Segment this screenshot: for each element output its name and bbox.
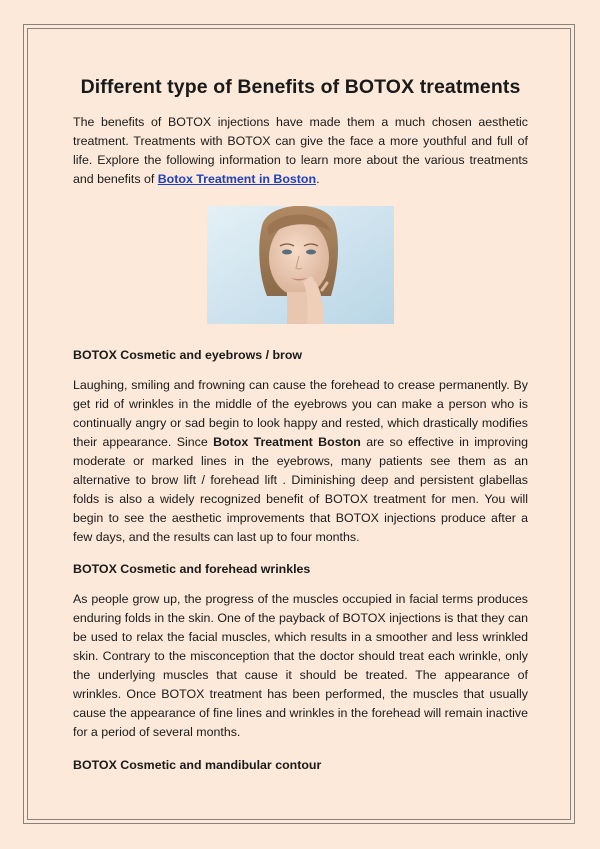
botox-treatment-boston-bold: Botox Treatment Boston [213, 435, 361, 449]
section-heading-forehead: BOTOX Cosmetic and forehead wrinkles [73, 562, 311, 576]
section-heading-eyebrows: BOTOX Cosmetic and eyebrows / brow [73, 348, 303, 362]
eyebrows-text: Laughing, smiling and frowning can cause the forehead to crease permanently. By get rid of wrinkles in the middle of the eyebrows you can make a person who is continually angry or sad begin to look happy and rested, which drastically modifies their appearance. Since [73, 378, 528, 449]
woman-face-photo [207, 206, 394, 324]
section-heading-mandibular: BOTOX Cosmetic and mandibular contour [73, 758, 322, 772]
intro-paragraph [73, 113, 528, 189]
section-paragraph-forehead: As people grow up, the progress of the muscles occupied in facial terms produces enduring folds in the skin. One of the payback of BOTOX injections is that they can be used to relax the facial muscles, which results in a smoother and less wrinkled skin. Contrary to the misconception that the doctor should treat each wrinkle, only the underlying muscles that cause it should be treated. The appearance of wrinkles. Once BOTOX treatment has been performed, the muscles that usually cause the appearance of fine lines and wrinkles in the forehead will remain inactive for a period of several months. [73, 592, 528, 739]
botox-boston-link[interactable]: Botox Treatment in Boston [157, 172, 317, 186]
woman-face-icon [207, 206, 394, 324]
page-title: Different type of Benefits of BOTOX treatments [80, 76, 521, 98]
intro-text: The benefits of BOTOX injections have made them a much chosen aesthetic treatment. Treatments with BOTOX can give the face a more youthful and full of life. Explore the following information to learn more about the various treatments and benefits of [73, 115, 528, 186]
intro-text-end: . [316, 172, 320, 186]
section-paragraph-eyebrows [73, 376, 528, 547]
document-body [73, 74, 528, 775]
eyebrows-text-end: are so effective in improving moderate or marked lines in the eyebrows, many patients see them as an alternative to brow lift / forehead lift . Diminishing deep and persistent glabellas folds is also a widely recognized benefit of BOTOX treatment for men. You will begin to see the aesthetic improvements that BOTOX injections produce after a few days, and the results can last up to four months. [73, 435, 528, 544]
